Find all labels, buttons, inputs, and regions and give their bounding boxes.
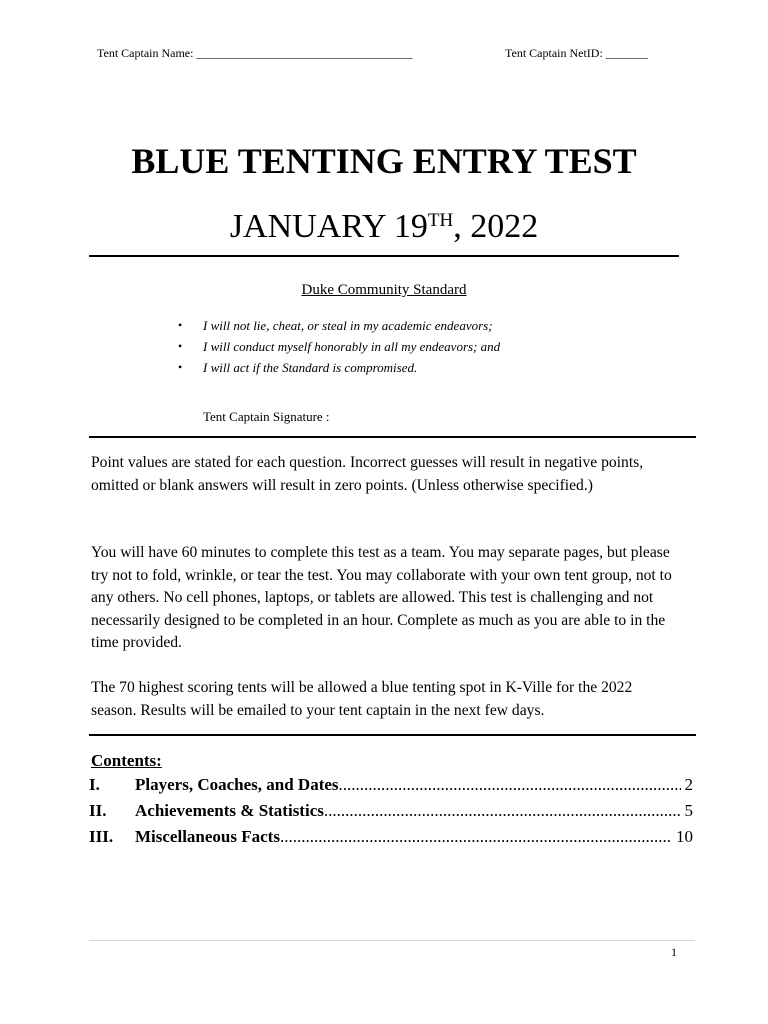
footer-rule	[89, 940, 695, 941]
toc-title: Players, Coaches, and Dates	[135, 775, 339, 794]
title-rule	[89, 255, 679, 257]
tent-captain-netid-field: Tent Captain NetID: _______	[505, 46, 648, 60]
toc-entry	[89, 827, 693, 853]
page-number: 1	[671, 945, 677, 959]
contents-heading: Contents:	[91, 751, 162, 770]
standard-rule	[89, 436, 696, 438]
toc-title: Miscellaneous Facts	[135, 827, 280, 846]
toc-title: Achievements & Statistics	[135, 801, 324, 820]
bullet-icon: •	[178, 318, 183, 332]
test-date	[0, 208, 768, 246]
toc-entry	[89, 775, 693, 801]
pledge-text: I will act if the Standard is compromised.	[203, 360, 418, 375]
bullet-icon: •	[178, 360, 183, 374]
toc-leader	[324, 801, 681, 821]
date-superscript: TH	[427, 210, 454, 231]
toc-number: I.	[89, 775, 100, 794]
date-prefix: JANUARY 19	[229, 208, 428, 245]
toc-page: 5	[684, 801, 693, 820]
pledge-item	[178, 358, 500, 379]
community-standard-heading: Duke Community Standard	[301, 282, 467, 298]
pledge-item	[178, 316, 500, 337]
pledge-list	[178, 316, 500, 379]
toc-number: II.	[89, 801, 107, 820]
pledge-text: I will not lie, cheat, or steal in my academic endeavors;	[203, 318, 493, 333]
toc-leader	[339, 775, 681, 795]
toc-page: 2	[684, 775, 693, 794]
toc-leader	[280, 827, 672, 847]
toc-entry	[89, 801, 693, 827]
pledge-text: I will conduct myself honorably in all my endeavors; and	[203, 339, 501, 354]
signature-label: Tent Captain Signature :	[203, 409, 330, 424]
date-suffix: , 2022	[453, 208, 539, 245]
bullet-icon: •	[178, 339, 183, 353]
instructions-paragraph-rules: You will have 60 minutes to complete this test as a team. You may separate pages, but please try not to fold, wrinkle, or tear the test. You may collaborate with your own tent group, not to any others. No cell phones, laptops, or tablets are allowed. This test is challenging and not necessarily designed to be completed in an hour. Complete as much as you are able to in the time provided.	[91, 544, 672, 651]
toc-page: 10	[676, 827, 693, 846]
toc-number: III.	[89, 827, 114, 846]
instructions-paragraph-scoring: Point values are stated for each question. Incorrect guesses will result in negative points, omitted or blank answers will result in zero points. (Unless otherwise specified.)	[91, 454, 644, 494]
pledge-item	[178, 337, 500, 358]
instructions-rule	[89, 734, 696, 736]
instructions-paragraph-results: The 70 highest scoring tents will be allowed a blue tenting spot in K-Ville for the 2022 season. Results will be emailed to your tent captain in the next few days.	[91, 679, 633, 719]
tent-captain-name-field: Tent Captain Name: ____________________________________	[97, 46, 413, 60]
page-title: BLUE TENTING ENTRY TEST	[131, 141, 637, 181]
